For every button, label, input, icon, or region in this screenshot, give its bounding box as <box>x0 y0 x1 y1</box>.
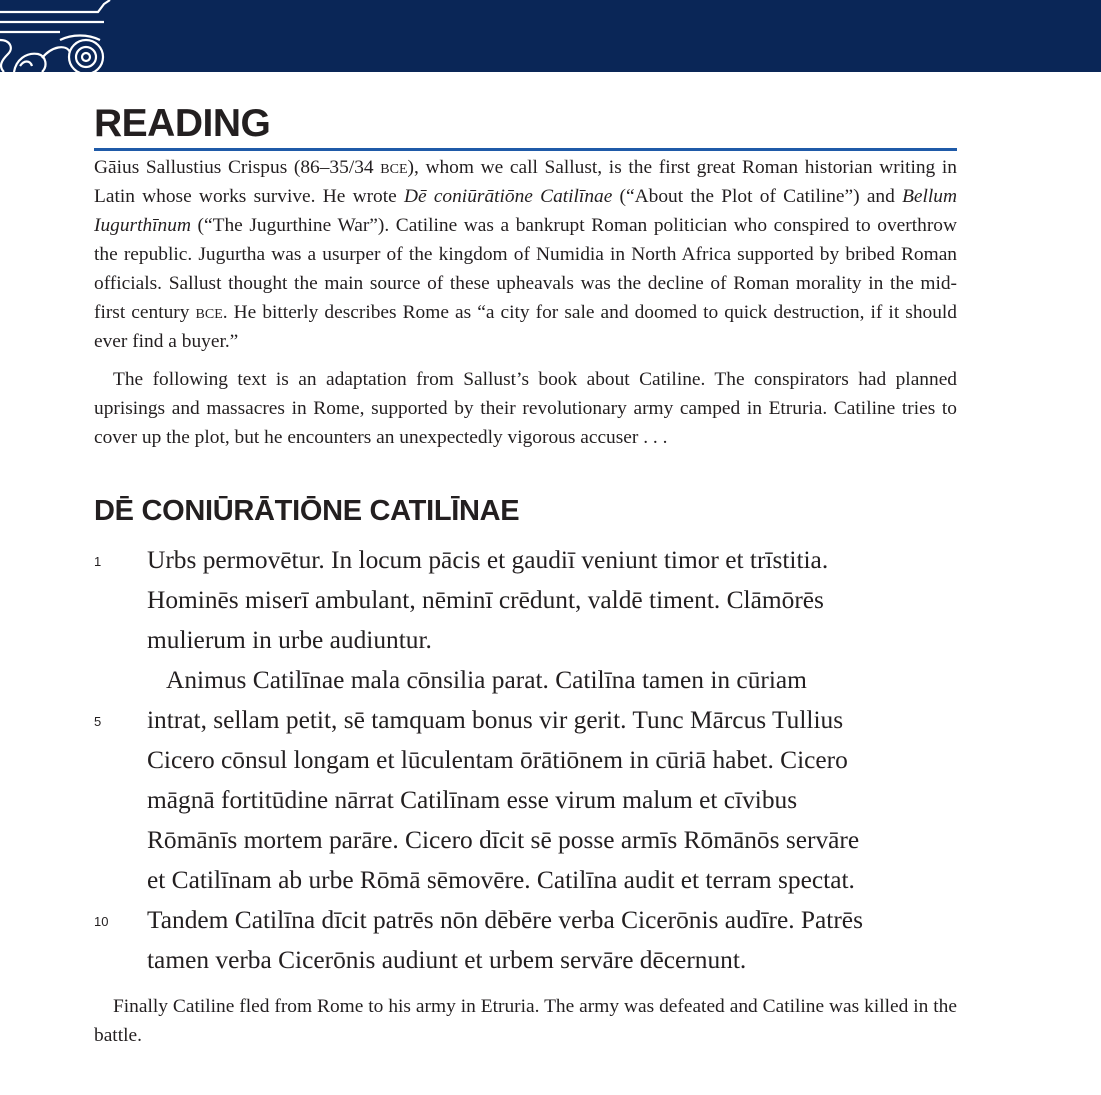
latin-line-text: Animus Catilīnae mala cōnsilia parat. Catilīna tamen in cūriam <box>166 666 807 694</box>
intro-paragraph-2: The following text is an adaptation from Sallust’s book about Catiline. The conspirators had planned uprisings and massacres in Rome, supported by their revolutionary army camped in Etruria. Catiline tries to cover up the plot, but he encounters an unexpectedly vigorous accuser . . . <box>94 369 957 448</box>
era-abbreviation: bce <box>195 302 223 323</box>
latin-line-text: Urbs permovētur. In locum pācis et gaudiī veniunt timor et trīstitia. <box>147 546 829 574</box>
latin-line-text: mulierum in urbe audiuntur. <box>147 626 432 654</box>
latin-line <box>94 620 957 660</box>
latin-line-text: Tandem Catilīna dīcit patrēs nōn dēbēre verba Cicerōnis audīre. Patrēs <box>147 906 863 934</box>
reading-heading: READING <box>94 102 957 151</box>
latin-line <box>94 900 957 940</box>
line-number: 10 <box>94 914 109 929</box>
intro-text: Gāius Sallustius Crispus (86–35/34 <box>94 157 381 178</box>
intro-text: . He bitterly describes Rome as “a city for sale and doomed to quick destruction, if it should ever find a buyer.” <box>94 302 957 352</box>
reading-intro <box>94 153 957 452</box>
top-banner <box>0 0 1101 72</box>
book-title: Bellum Iugurthīnum <box>94 186 957 236</box>
page-content <box>94 102 957 1050</box>
latin-passage <box>94 540 957 980</box>
latin-line-text: Hominēs miserī ambulant, nēminī crēdunt, valdē timent. Clāmōrēs <box>147 586 824 614</box>
latin-line-text: et Catilīnam ab urbe Rōmā sēmovēre. Catilīna audit et terram spectat. <box>147 866 855 894</box>
latin-line-text: māgnā fortitūdine nārrat Catilīnam esse virum malum et cīvibus <box>147 786 798 814</box>
closing-paragraph: Finally Catiline fled from Rome to his army in Etruria. The army was defeated and Catiline was killed in the battle. <box>94 996 957 1046</box>
intro-text: (“About the Plot of Catiline”) and <box>612 186 903 207</box>
latin-line <box>94 540 957 580</box>
latin-line <box>94 660 957 700</box>
latin-line <box>94 740 957 780</box>
latin-line <box>94 700 957 740</box>
latin-line-text: intrat, sellam petit, sē tamquam bonus vir gerit. Tunc Mārcus Tullius <box>147 706 844 734</box>
latin-line <box>94 780 957 820</box>
line-number: 1 <box>94 554 102 569</box>
latin-line-text: tamen verba Cicerōnis audiunt et urbem servāre dēcernunt. <box>147 946 747 974</box>
book-title: Dē coniūrātiōne Catilīnae <box>403 186 613 207</box>
latin-text-heading: DĒ CONIŪRĀTIŌNE CATILĪNAE <box>94 495 520 527</box>
intro-text: (“The Jugurthine War”). Catiline was a bankrupt Roman politician who conspired to overthrow the republic. Jugurtha was a usurper of the kingdom of Numidia in North Africa supported by bribed Roman officials. Sallust thought the main source of these upheavals was the decline of Roman morality in the mid-first century <box>94 215 957 323</box>
latin-line <box>94 820 957 860</box>
ionic-capital-ornament-icon <box>0 0 112 72</box>
intro-paragraph-1 <box>94 153 957 356</box>
latin-line <box>94 860 957 900</box>
latin-line-text: Cicero cōnsul longam et lūculentam ōrātiōnem in cūriā habet. Cicero <box>147 746 848 774</box>
intro-text: ), whom we call Sallust, is the first great Roman historian writing in Latin whose works survive. He wrote <box>94 157 957 207</box>
line-number: 5 <box>94 714 102 729</box>
latin-line <box>94 580 957 620</box>
latin-line <box>94 940 957 980</box>
latin-line-text: Rōmānīs mortem parāre. Cicero dīcit sē posse armīs Rōmānōs servāre <box>147 826 860 854</box>
era-abbreviation: bce <box>380 157 408 178</box>
